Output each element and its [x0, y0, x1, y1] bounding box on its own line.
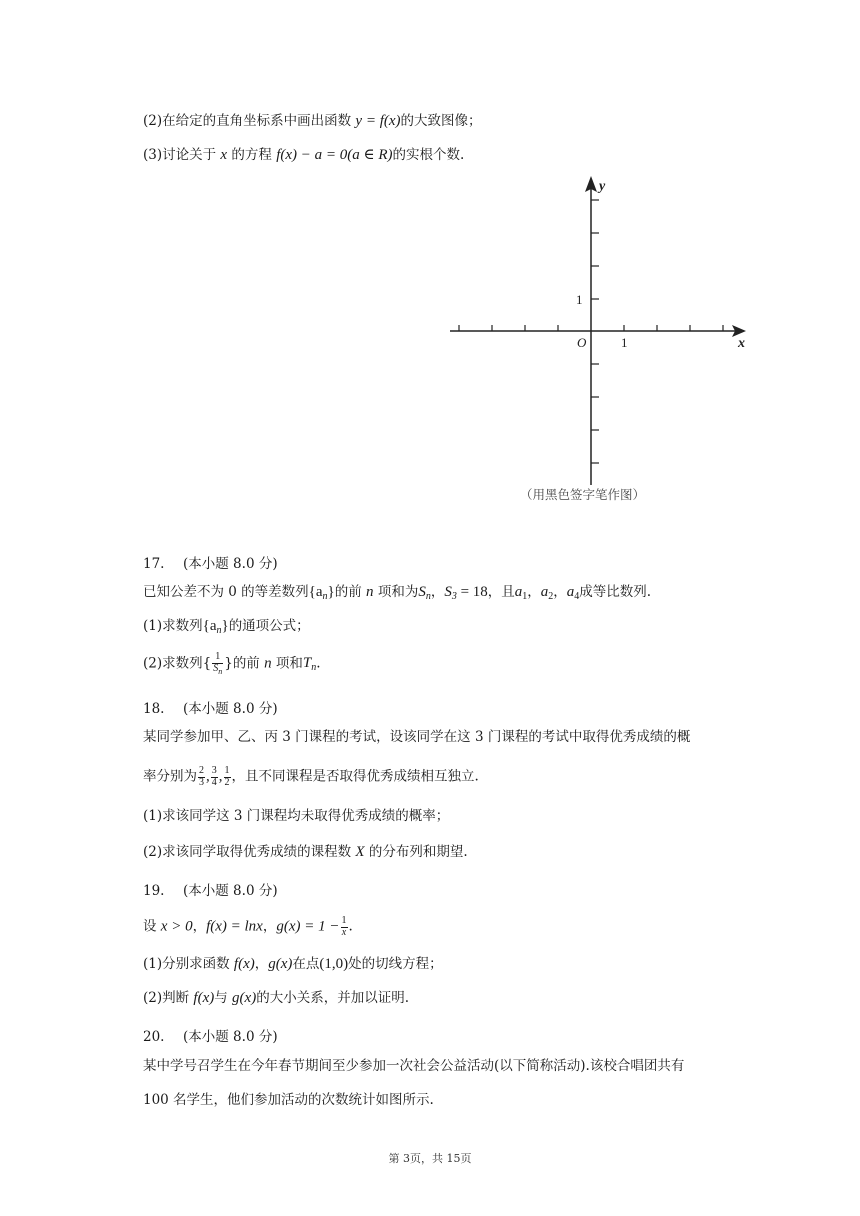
- page-footer: 第 3页，共 15页: [388, 1152, 472, 1165]
- q17-stem-t5: ，且: [487, 584, 515, 600]
- q18-frac-3: $\frac{1}{2}$: [224, 765, 230, 788]
- q17-part2-mid: 的前: [232, 655, 260, 672]
- q16-part3: [143, 148, 464, 163]
- q17-part2-t: 项和: [275, 655, 303, 672]
- q16-part2-post: 的大致图像；: [400, 113, 482, 129]
- q17-stem-t4: ，: [430, 584, 445, 600]
- q16-part3-formula: f(x) − a = 0(a ∈ R): [276, 147, 393, 163]
- q18-line2: 率分别为 $\frac{2}{3}$ , $\frac{3}{4}$ , $\frac{1}{2}$ ，且不同课程是否取得优秀成绩相互独立.: [143, 765, 479, 788]
- q19-part2-f: f(x): [193, 990, 215, 1006]
- q18-score: (本小题 8.0 分): [183, 701, 278, 717]
- q17-part2: [143, 652, 321, 676]
- q17-stem-t6: ，: [527, 584, 541, 600]
- q18-line2-post: ，且不同课程是否取得优秀成绩相互独立.: [231, 768, 479, 785]
- q17-stem-a2: $a_2$: [540, 584, 554, 602]
- q20-line1: 某中学号召学生在今年春节期间至少参加一次社会公益活动(以下简称活动).该校合唱团共有: [143, 1058, 685, 1074]
- q18-part2-post: 的分布列和期望.: [368, 844, 468, 860]
- q19-score: (本小题 8.0 分): [183, 883, 278, 899]
- q18-part1: (1)求该同学这 3 门课程均未取得优秀成绩的概率；: [143, 808, 450, 824]
- q20-line2: 100 名学生，他们参加活动的次数统计如图所示.: [143, 1092, 434, 1108]
- q19-stem-c2: f(x) = lnx: [206, 918, 263, 935]
- q17-part1: [143, 619, 310, 636]
- q19-part1-point: (1,0): [319, 956, 349, 972]
- q17-part2-fraction: $\frac{1}{S_n}$: [213, 651, 223, 676]
- x-axis-label: x: [738, 336, 745, 351]
- q17-header: [143, 552, 278, 572]
- q17-part2-pre: (2)求数列{: [143, 655, 212, 672]
- q17-stem-n: n: [366, 584, 374, 600]
- q19-part2-g: g(x): [232, 990, 257, 1006]
- q17-stem: [143, 585, 651, 602]
- q18-part2: [143, 845, 468, 860]
- x-tick-label-1: 1: [621, 335, 628, 350]
- q17-stem-t8: 成等比数列.: [579, 584, 652, 600]
- q19-header: [143, 879, 278, 899]
- figure-caption: （用黑色签字笔作图）: [520, 487, 646, 502]
- q19-stem-t4: .: [348, 918, 353, 935]
- coordinate-axes-figure: [440, 170, 760, 510]
- q17-stem-S3: $S_3 = 18$: [444, 584, 488, 602]
- q17-stem-t7: ，: [553, 584, 567, 600]
- q17-stem-a4: $a_4$: [566, 584, 580, 602]
- q19-part1-g: g(x): [268, 956, 293, 972]
- q17-stem-seq: $\{a_n\}$: [308, 584, 335, 602]
- q17-part1-pre: (1)求数列: [143, 618, 203, 634]
- q16-part2-formula: y = f(x): [355, 113, 401, 129]
- q17-stem-a1: $a_1$: [514, 584, 528, 602]
- q19-part1-post: 处的切线方程；: [348, 956, 443, 972]
- q17-stem-t2: 的前: [334, 584, 362, 600]
- q19-part1-pre: (1)分别求函数: [143, 956, 230, 972]
- q19-part1-sep: ，: [254, 956, 269, 972]
- q19-stem-t2: ，: [192, 918, 207, 935]
- q18-header: [143, 697, 278, 717]
- q19-part1-f: f(x): [233, 956, 255, 972]
- q16-part3-var: x: [220, 147, 228, 163]
- q17-stem-t3: 项和为: [377, 584, 419, 600]
- q19-part2-post: 的大小关系，并加以证明.: [256, 990, 409, 1006]
- q19-part1-mid: 在点: [292, 956, 320, 972]
- q18-part2-var: X: [355, 844, 365, 860]
- q16-part2-text: (2)在给定的直角坐标系中画出函数: [143, 113, 352, 129]
- q17-stem-Sn: $S_n$: [418, 584, 431, 602]
- q17-part1-seq: $\{a_n\}$: [202, 618, 229, 636]
- q16-part3-mid: 的方程: [231, 147, 272, 163]
- q19-stem-t3: ，: [262, 918, 277, 935]
- q16-part3-post: 的实根个数.: [392, 147, 465, 163]
- q17-part1-post: 的通项公式；: [228, 618, 310, 634]
- q18-frac-1: $\frac{2}{3}$: [199, 765, 204, 788]
- q19-stem-c3: g(x) = 1 −: [276, 918, 340, 935]
- q18-frac-2: $\frac{3}{4}$: [211, 765, 217, 788]
- q17-part2-end: .: [316, 655, 321, 672]
- q17-stem-t1: 已知公差不为 0 的等差数列: [143, 584, 309, 600]
- y-axis-label: y: [599, 179, 606, 194]
- q19-part2: [143, 991, 409, 1006]
- q19-stem-c1: x > 0: [160, 918, 193, 935]
- q19-stem-t1: 设: [143, 918, 157, 935]
- q16-part2: [143, 114, 482, 129]
- q18-line2-pre: 率分别为: [143, 768, 197, 785]
- q20-header: [143, 1025, 278, 1045]
- q18-line1: 某同学参加甲、乙、丙 3 门课程的考试，设该同学在这 3 门课程的考试中取得优秀成绩的概: [143, 729, 691, 745]
- q19-part2-pre: (2)判断: [143, 990, 190, 1006]
- q16-part3-text: (3)讨论关于: [143, 147, 217, 163]
- q19-stem-fraction: $\frac{1}{x}$: [341, 915, 347, 938]
- q17-part2-n: n: [264, 655, 272, 672]
- q19-stem: [143, 916, 353, 938]
- q18-part2-pre: (2)求该同学取得优秀成绩的课程数: [143, 844, 352, 860]
- y-tick-label-1: 1: [576, 292, 583, 307]
- q18-number: 18.: [143, 701, 165, 717]
- q17-part2-close: }: [224, 655, 233, 672]
- q17-number: 17.: [143, 556, 165, 572]
- q19-number: 19.: [143, 883, 165, 899]
- q20-number: 20.: [143, 1029, 165, 1045]
- q20-score: (本小题 8.0 分): [183, 1029, 278, 1045]
- q19-part2-mid: 与: [214, 990, 228, 1006]
- origin-label: O: [577, 335, 587, 350]
- q17-part2-Tn: $T_n$: [302, 655, 317, 674]
- q17-score: (本小题 8.0 分): [183, 556, 278, 572]
- q19-part1: [143, 957, 443, 972]
